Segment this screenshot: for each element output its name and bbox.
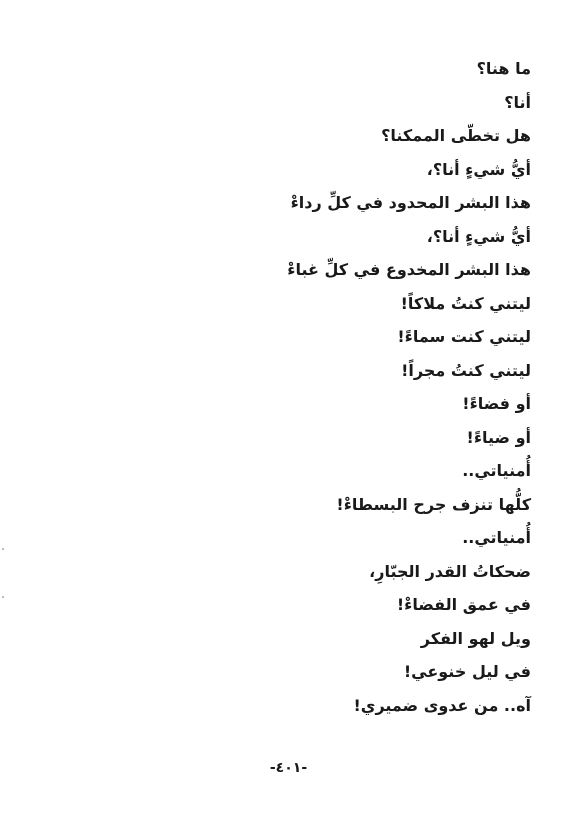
poem-line: أُمنياتي..: [462, 528, 531, 547]
poem-text: [231, 52, 531, 722]
poem-line: ليتني كنتُ ملاكاً!: [400, 293, 531, 313]
poem-line: أيُّ شيءٍ أنا؟،: [426, 159, 531, 179]
poem-line: أو فضاءً!: [462, 394, 531, 413]
poem-line: ليتني كنت سماءً!: [397, 327, 531, 346]
poem-line: أيُّ شيءٍ أنا؟،: [426, 226, 531, 246]
poem-line: أُمنياتي..: [462, 461, 531, 480]
page-number: -٤٠١-: [269, 760, 308, 776]
poem-line: ويل لهو الفكر: [420, 628, 531, 648]
poem-line: آه.. من عدوى ضميري!: [353, 695, 531, 715]
poem-line: هذا البشر المحدود في كلِّ رداءْ: [290, 193, 531, 212]
scan-speck: [2, 548, 4, 550]
poem-line: ليتني كنتُ مجراً!: [401, 360, 531, 380]
poem-line: أو ضياءً!: [466, 427, 531, 447]
poem-line: كلُّها تنزف جرح البسطاءْ!: [336, 494, 531, 514]
poem-line: في ليل خنوعي!: [403, 662, 531, 681]
scan-speck: [2, 596, 4, 598]
poem-line: في عمق الفضاءْ!: [396, 595, 531, 614]
poem-line: ضحكاتُ القدر الجبّارِ،: [369, 561, 531, 581]
poem-line: ما هنا؟: [476, 59, 531, 78]
poem-line: أنا؟: [504, 92, 531, 112]
poem-line: هذا البشر المخدوع في كلِّ غباءْ: [287, 260, 531, 279]
poem-line: هل تخطّى الممكنا؟: [381, 126, 531, 145]
